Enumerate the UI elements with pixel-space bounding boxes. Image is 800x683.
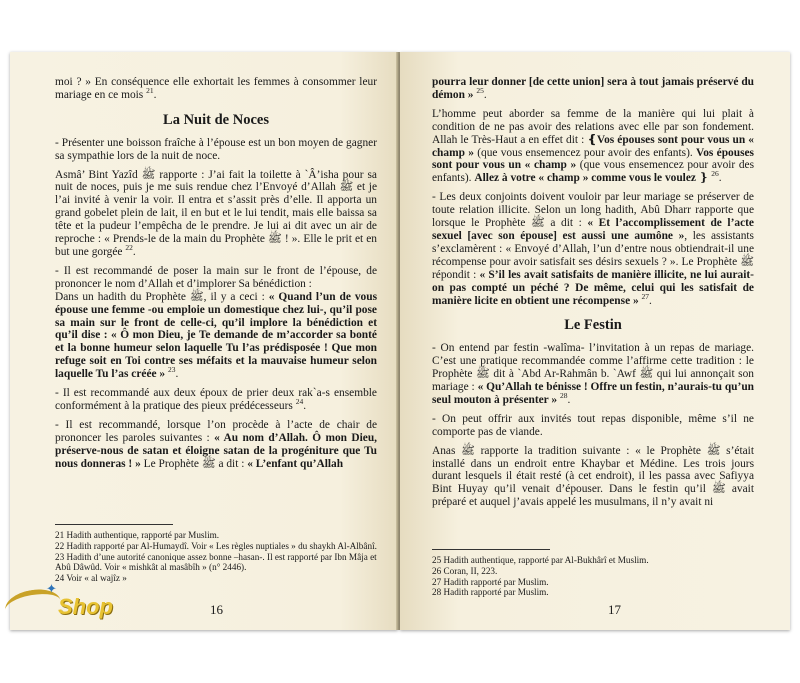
- paragraph: - On peut offrir aux invités tout repas disponible, même s’il ne comporte pas de viande.: [432, 412, 754, 438]
- logo-text: Shop: [58, 594, 113, 619]
- section-heading: La Nuit de Noces: [163, 111, 269, 128]
- text: Le Prophète ﷺ a dit :: [143, 457, 245, 470]
- star-icon: ✦: [46, 582, 57, 597]
- page-number: 17: [608, 602, 621, 617]
- shop-logo-watermark: [0, 570, 150, 630]
- hadith-quote: « S’il les avait satisfaits de manière illicite, ne lui aurait-on pas compté un péché ? De même, celui qui les satisfait de manière licite en obtient une récompense »: [432, 268, 754, 307]
- right-page-body: [432, 76, 754, 515]
- footnote-ref: 26: [711, 169, 719, 179]
- footnote: 24 Voir « al wajîz »: [55, 573, 127, 584]
- text: - On entend par festin -walîma- l’invitation à un repas de mariage. C’est une pratique recommandée comme l’affirme cette tradition : le Prophète ﷺ dit à `Abd Ar-Rahmân b. `Awf ﷺ qui lui annonçait son mariage :: [432, 342, 754, 394]
- quran-quote: Vos épouses sont pour vous un « champ »: [432, 146, 754, 172]
- text: ❵: [698, 172, 709, 185]
- text: - Il est recommandé aux deux époux de prier deux rak`a-s ensemble conformément à la pratique des pieux prédécesseurs: [55, 387, 377, 412]
- footnote: 27 Hadith rapporté par Muslim.: [432, 576, 549, 587]
- hadith-quote: « Qu’Allah te bénisse ! Offre un festin, n’aurais-tu qu’un seul mouton à présenter »: [432, 381, 754, 406]
- paragraph: [55, 419, 377, 471]
- footnote-ref: 22: [125, 243, 133, 253]
- hadith-quote: « L’enfant qu’Allah: [247, 457, 344, 470]
- text: moi ? » En conséquence elle exhortait les femmes à consommer leur mariage en ce mois: [55, 76, 377, 101]
- open-book: [10, 52, 790, 632]
- paragraph: Asmâ’ Bint Yazîd ﷺ rapporte : J’ai fait la toilette à `Â’isha pour sa nuit de noces, puis je me suis rendue chez l’Envoyé d’Allah ﷺ et je l’ai invité à venir la voir. Il entra et s’assit près d’elle. Il apporta un grand gobelet plein de lait, il en but et le lui tendit, mais elle baissa sa tête et la pudeur l’empêcha de le prendre. Je lui ai dit avec un air de reproche : « Prends-le de la main du Prophète ﷺ ! ». Elle le prit et en but une gorgée $^{22}$.: [55, 168, 378, 258]
- paragraph: - Les deux conjoints doivent vouloir par leur mariage se préserver de toute relation illicite. Selon un long hadith, Abû Dharr rapporte que lorsque le Prophète ﷺ a dit : « Et l’accomplissement de l’acte sexuel [avec son épouse] est aussi une aumône », les assistants s’exclamèrent : « Envoyé d’Allah, l’un d’entre nous obtiendrait-il une récompense pour avoir satisfait ses désirs sexuels ? ». Le Prophète ﷺ répondit : « S’il les avait satisfaits de manière illicite, ne lui aurait-on pas compté un péché ? De même, celui qui les satisfait de manière licite en obtient une récompense » $^{27}$.: [432, 191, 754, 307]
- right-page: [400, 52, 790, 630]
- footnote: 26 Coran, II, 223.: [432, 565, 498, 576]
- footnote-rule: [55, 524, 173, 525]
- footnote-ref: 28: [559, 391, 568, 401]
- left-page: [10, 52, 398, 630]
- quran-quote: ❴Vos épouses sont pour vous un « champ »: [432, 133, 754, 159]
- paragraph: pourra leur donner [de cette union] sera à tout jamais préservé du démon » $^{25}$.: [432, 76, 754, 101]
- footnote-ref: 25: [476, 86, 484, 96]
- footnotes: [432, 555, 754, 598]
- hadith-quote: pourra leur donner [de cette union] sera à tout jamais préservé du démon »: [432, 76, 754, 101]
- footnote: 22 Hadith rapporté par Al-Humaydî. Voir « Les règles nuptiales » du shaykh Al-Albânî.: [55, 540, 377, 551]
- footnote: 28 Hadith rapporté par Muslim.: [432, 587, 549, 598]
- footnote-ref: 21: [146, 86, 154, 96]
- hadith-quote: « Et l’accomplissement de l’acte sexuel [avec son épouse] est aussi une aumône »: [432, 217, 754, 242]
- hadith-quote: « Quand l’un de vous épouse une femme -ou emploie un domestique chez lui-, qu’il pose sa main sur le front de celle-ci, qu’il implore la bénédiction et qu’il dise : « Ô mon Dieu, je Te demande de m’accorder sa bonté et la bonne humeur selon laquelle Tu l’as prédisposée ! Que mon refuge soit en Toi contre ses méfaits et la mauvaise humeur selon laquelle Tu l’as créée »: [55, 290, 377, 381]
- left-page-body: [55, 76, 377, 476]
- text: - Les deux conjoints doivent vouloir par leur mariage se préserver de toute relation illicite. Selon un long hadith, Abû Dharr rapporte que lorsque le Prophète ﷺ a dit :: [432, 191, 754, 230]
- text: - Il est recommandé, lorsque l’on procède à l’acte de chair de prononcer les paroles suivantes :: [55, 418, 377, 444]
- text: Dans un hadith du Prophète ﷺ, il y a ceci :: [55, 290, 265, 303]
- text: (que vous ensemencez pour avoir des enfants).: [477, 146, 693, 159]
- text: L’homme peut aborder sa femme de la manière qui lui plait à condition de ne pas avoir des relations avec elle par son fondement. Allah le Très-Haut a en effet dit :: [432, 107, 754, 146]
- footnote-ref: 27: [641, 291, 650, 301]
- section-heading: Le Festin: [564, 317, 622, 334]
- paragraph: - Il est recommandé de poser la main sur le front de l’épouse, de prononcer le nom d’Allah et d’implorer Sa bénédiction : Dans un hadith du Prophète ﷺ, il y a ceci : « Quand l’un de vous épouse une femme -ou emploie un domestique chez lui-, qu’il pose sa main sur le front de celle-ci, qu’il implore la bénédiction et qu’il dise : « Ô mon Dieu, je Te demande de m’accorder sa bonté et la bonne humeur selon laquelle Tu l’as prédisposée ! Que mon refuge soit en Toi contre ses méfaits et la mauvaise humeur selon laquelle Tu l’as créée » $^{23}$.: [55, 264, 377, 381]
- paragraph: - Il est recommandé aux deux époux de prier deux rak`a-s ensemble conformément à la pratique des pieux prédécesseurs $^{24}$.: [55, 387, 377, 412]
- paragraph: moi ? » En conséquence elle exhortait les femmes à consommer leur mariage en ce mois $^{21}$.: [55, 76, 377, 101]
- hadith-quote: « Au nom d’Allah. Ô mon Dieu, préserve-nous de satan et éloigne satan de la progéniture que Tu nous donneras ! »: [55, 431, 377, 470]
- footnote-ref: 24: [295, 397, 304, 407]
- footnote-rule: [432, 549, 550, 550]
- page-number: 16: [210, 602, 223, 617]
- quran-quote: Allez à votre « champ » comme vous le voulez: [474, 172, 696, 185]
- footnote-ref: 23: [167, 365, 176, 375]
- text: Asmâ’ Bint Yazîd ﷺ rapporte : J’ai fait la toilette à `Â’isha pour sa nuit de noces, puis je me suis rendue chez l’Envoyé d’Allah ﷺ et je l’ai invité à venir la voir. Il entra et s’assit près d’elle. Il apporta un grand gobelet plein de lait, il en but et le lui tendit, mais elle baissa sa tête et la pudeur l’empêcha de le prendre. Je lui ai dit avec un air de reproche : « Prends-le de la main du Prophète ﷺ ! ». Elle le prit et en but une gorgée: [55, 168, 378, 258]
- footnote: 25 Hadith authentique, rapporté par Al-Bukhârî et Muslim.: [432, 555, 649, 565]
- paragraph: Anas ﷺ rapporte la tradition suivante : « le Prophète ﷺ s’était installé dans un endroit entre Khaybar et Médine. Les trois jours durant lesquels il était resté (à cet endroit), il les passa avec Safiyya Bint Huyay qu’il venait d’épouser. Dans le festin qu’il ﷺ avait préparé et auquel j’avais appelé les musulmans, il n’y avait ni: [432, 444, 755, 509]
- paragraph: - Présenter une boisson fraîche à l’épouse est un bon moyen de gagner sa sympathie lors de la nuit de noce.: [55, 136, 377, 162]
- text: - Il est recommandé de poser la main sur le front de l’épouse, de prononcer le nom d’Allah et d’implorer Sa bénédiction :: [55, 264, 377, 290]
- paragraph: L’homme peut aborder sa femme de la manière qui lui plait à condition de ne pas avoir des relations avec elle par son fondement. Allah le Très-Haut a en effet dit : ❴Vos épouses sont pour vous un « champ » (que vous ensemencez pour avoir des enfants). Vos épouses sont pour vous un « champ » (que vous ensemencez pour avoir des enfants). Allez à votre « champ » comme vous le voulez ❵ $^{26}$.: [432, 107, 754, 185]
- footnote: 21 Hadith authentique, rapporté par Muslim.: [55, 530, 220, 540]
- text: (que vous ensemencez pour avoir des enfants).: [432, 159, 754, 185]
- text: , les assistants s’exclamèrent : « Envoyé d’Allah, l’un d’entre nous obtiendrait-il une récompense pour avoir satisfait ses désirs sexuels ? ». Le Prophète ﷺ répondit :: [432, 229, 754, 281]
- paragraph: - On entend par festin -walîma- l’invitation à un repas de mariage. C’est une pratique recommandée comme l’affirme cette tradition : le Prophète ﷺ dit à `Abd Ar-Rahmân b. `Awf ﷺ qui lui annonçait son mariage : « Qu’Allah te bénisse ! Offre un festin, n’aurais-tu qu’un seul mouton à présenter » $^{28}$.: [432, 342, 754, 406]
- footnote: 23 Hadith d’une autorité canonique assez bonne –hasan-. Il est rapporté par Ibn Mâja et Abû Dâwûd. Voir « mishkât al masâbîh » (n° 2446).: [55, 551, 377, 573]
